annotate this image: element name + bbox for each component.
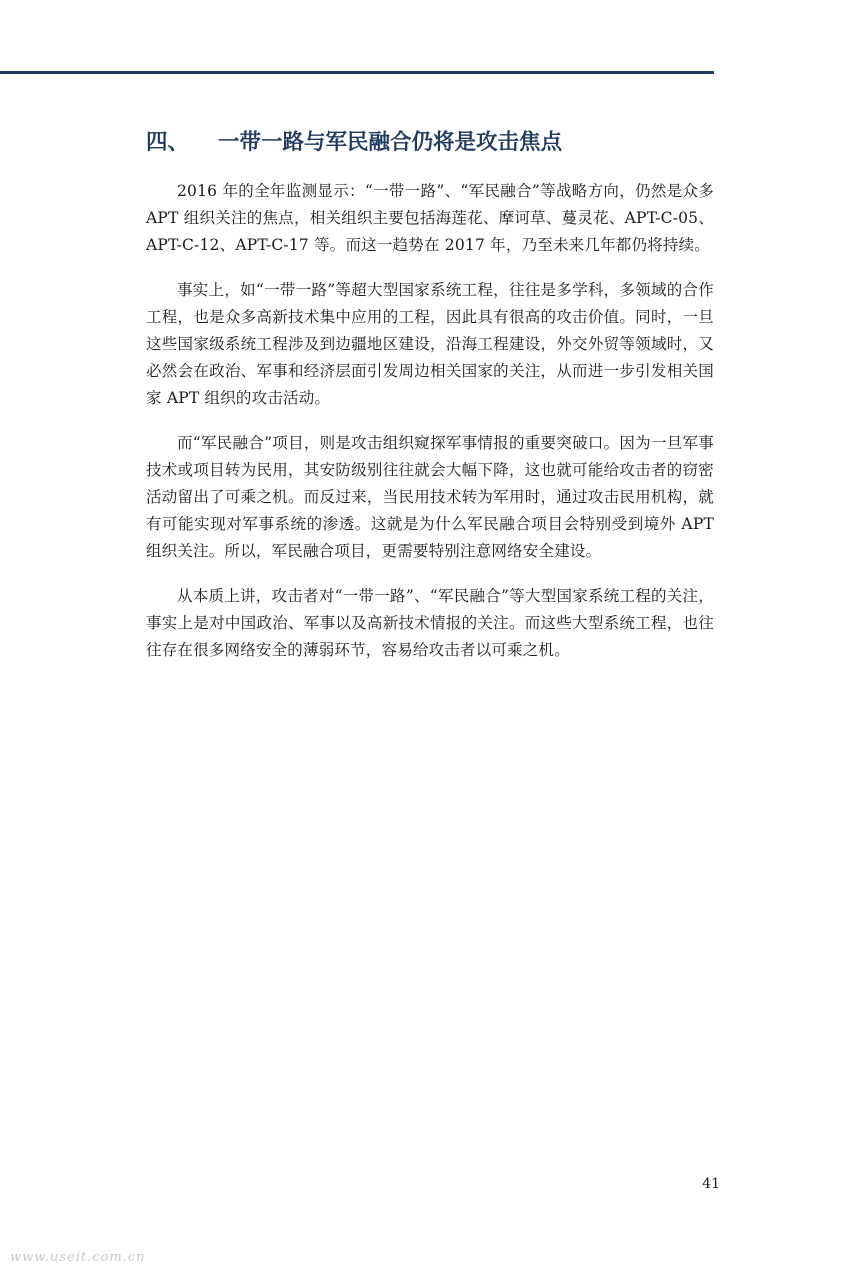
body-text — [146, 178, 714, 682]
page-number: 41 — [702, 1176, 720, 1192]
watermark: www.useit.com.cn — [10, 1250, 146, 1265]
section-number: 四、 — [146, 130, 190, 155]
paragraph-1: 2016 年的全年监测显示：“一带一路”、“军民融合”等战略方向，仍然是众多 APT 组织关注的焦点，相关组织主要包括海莲花、摩诃草、蔓灵花、APT-C-05、APT-C-12、APT-C-17 等。而这一趋势在 2017 年，乃至未来几年都仍将持续。 — [146, 182, 714, 254]
section-heading — [146, 126, 706, 160]
section-title: 一带一路与军民融合仍将是攻击焦点 — [218, 130, 563, 155]
paragraph-4: 从本质上讲，攻击者对“一带一路”、“军民融合”等大型国家系统工程的关注，事实上是对中国政治、军事以及高新技术情报的关注。而这些大型系统工程，也往往存在很多网络安全的薄弱环节，容易给攻击者以可乘之机。 — [146, 587, 714, 659]
header-rule — [0, 71, 714, 74]
paragraph-2: 事实上，如“一带一路”等超大型国家系统工程，往往是多学科，多领域的合作工程，也是众多高新技术集中应用的工程，因此具有很高的攻击价值。同时，一旦这些国家级系统工程涉及到边疆地区建设，沿海工程建设，外交外贸等领域时，又必然会在政治、军事和经济层面引发周边相关国家的关注，从而进一步引发相关国家 APT 组织的攻击活动。 — [146, 281, 714, 407]
paragraph-3: 而“军民融合”项目，则是攻击组织窥探军事情报的重要突破口。因为一旦军事技术或项目转为民用，其安防级别往往就会大幅下降，这也就可能给攻击者的窃密活动留出了可乘之机。而反过来，当民用技术转为军用时，通过攻击民用机构，就有可能实现对军事系统的渗透。这就是为什么军民融合项目会特别受到境外 APT 组织关注。所以，军民融合项目，更需要特别注意网络安全建设。 — [146, 434, 714, 560]
